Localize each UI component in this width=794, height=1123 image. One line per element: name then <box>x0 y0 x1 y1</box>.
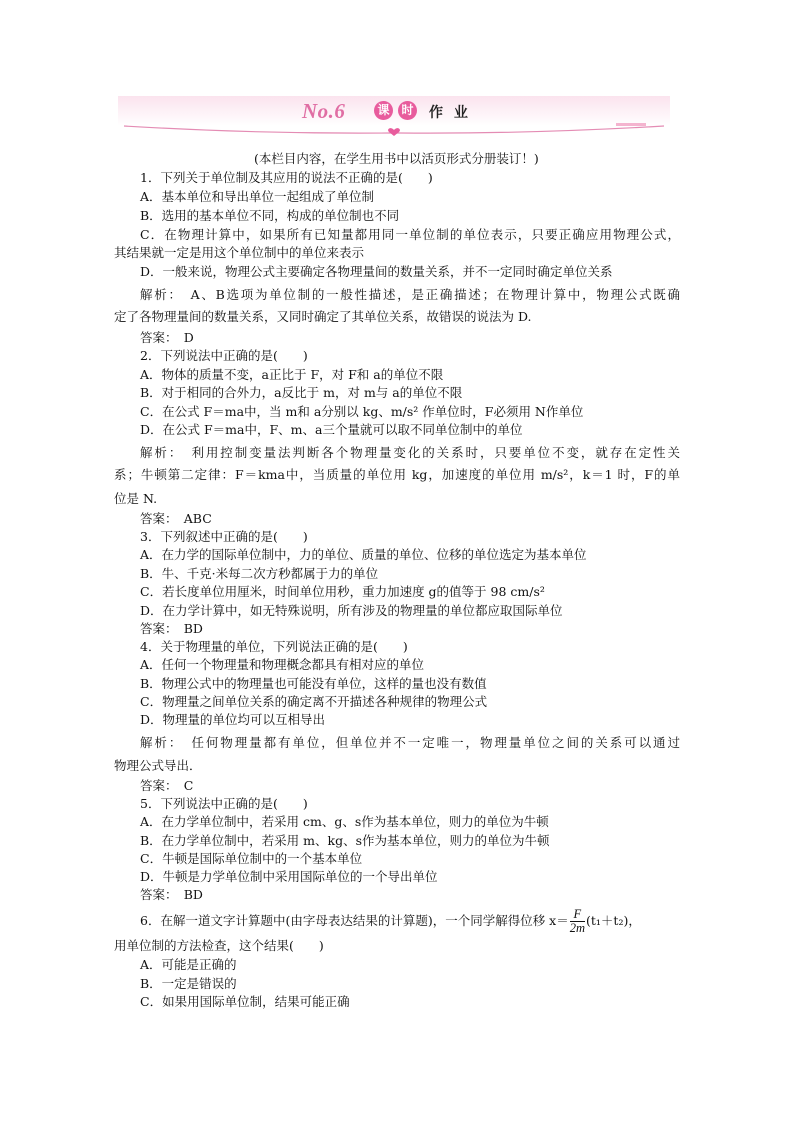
binding-note: (本栏目内容，在学生用书中以活页形式分册装订！) <box>254 151 539 166</box>
lesson-char-1: 课 <box>374 101 393 120</box>
banner-decoration <box>118 96 670 140</box>
q3-option-a: A．在力学的国际单位制中，力的单位、质量的单位、位移的单位选定为基本单位 <box>140 547 587 562</box>
q3-option-b: B．牛、千克·米每二次方秒都属于力的单位 <box>140 566 379 581</box>
q6-fraction-denominator: 2m <box>569 921 586 935</box>
q2-option-a: A．物体的质量不变，a正比于 F，对 F和 a的单位不限 <box>140 367 444 382</box>
q4-option-a: A．任何一个物理量和物理概念都具有相对应的单位 <box>140 657 425 672</box>
q2-option-b: B．对于相同的合外力，a反比于 m，对 m与 a的单位不限 <box>140 385 463 400</box>
q5-option-c: C．牛顿是国际单位制中的一个基本单位 <box>140 851 363 866</box>
q1-option-a: A．基本单位和导出单位一起组成了单位制 <box>140 189 375 204</box>
q4-explanation: 解析： 任何物理量都有单位，但单位并不一定唯一，物理量单位之间的关系可以通过 <box>140 735 680 750</box>
q3-option-c: C．若长度单位用厘米，时间单位用秒，重力加速度 g的值等于 98 cm/s² <box>140 584 545 599</box>
q4-option-b: B．物理公式中的物理量也可能没有单位，这样的量也没有数值 <box>140 676 487 691</box>
q3-option-d: D．在力学计算中，如无特殊说明，所有涉及的物理量的单位都应取国际单位 <box>140 603 563 618</box>
q6-option-c: C．如果用国际单位制，结果可能正确 <box>140 994 350 1009</box>
q6-stem-cont: 用单位制的方法检查，这个结果( ) <box>114 938 324 953</box>
q5-stem: 5．下列说法中正确的是( ) <box>140 796 308 811</box>
q6-stem-text: 6．在解一道文字计算题中(由字母表达结果的计算题)，一个同学解得位移 x＝ <box>140 913 569 928</box>
q4-option-d: D．物理量的单位均可以互相导出 <box>140 712 326 727</box>
q4-answer: 答案： C <box>140 778 194 793</box>
lesson-number: No.6 <box>302 99 346 123</box>
q1-option-c-cont: 其结果就一定是用这个单位制中的单位来表示 <box>114 245 365 260</box>
q2-answer: 答案： ABC <box>140 511 212 526</box>
lesson-char-2: 时 <box>398 101 417 120</box>
q6-fraction-numerator: F <box>570 908 585 922</box>
q2-explanation-end: 位是 N. <box>114 491 158 506</box>
q1-option-d: D．一般来说，物理公式主要确定各物理量间的数量关系，并不一定同时确定单位关系 <box>140 264 613 279</box>
q3-stem: 3．下列叙述中正确的是( ) <box>140 529 308 544</box>
q2-explanation: 解析： 利用控制变量法判断各个物理量变化的关系时，只要单位不变，就存在定性关 <box>140 445 680 460</box>
q4-option-c: C．物理量之间单位关系的确定离不开描述各种规律的物理公式 <box>140 694 488 709</box>
q6-option-b: B．一定是错误的 <box>140 976 237 991</box>
q3-answer: 答案： BD <box>140 621 203 636</box>
q2-explanation-cont: 系；牛顿第二定律：F＝kma中，当质量的单位用 kg，加速度的单位用 m/s²，k＝1 时，F的单 <box>114 467 680 482</box>
q6-option-a: A．可能是正确的 <box>140 957 237 972</box>
q5-option-d: D．牛顿是力学单位制中采用国际单位的一个导出单位 <box>140 869 438 884</box>
q1-option-c: C．在物理计算中，如果所有已知量都用同一单位制的单位表示，只要正确应用物理公式， <box>140 227 680 242</box>
q2-option-d: D．在公式 F＝ma中，F、m、a三个量就可以取不同单位制中的单位 <box>140 422 523 437</box>
q1-answer: 答案： D <box>140 330 194 345</box>
q6-stem-tail: (t₁＋t₂)， <box>586 913 641 928</box>
q1-explanation-cont: 定了各物理量间的数量关系，又同时确定了其单位关系，故错误的说法为 D. <box>114 309 532 324</box>
q4-stem: 4．关于物理量的单位，下列说法正确的是( ) <box>140 639 408 654</box>
q5-answer: 答案： BD <box>140 887 203 902</box>
q1-explanation: 解析： A、B选项为单位制的一般性描述，是正确描述；在物理计算中，物理公式既确 <box>140 287 680 302</box>
q1-stem: 1．下列关于单位制及其应用的说法不正确的是( ) <box>140 170 433 185</box>
homework-label: 作 业 <box>429 105 471 121</box>
q4-explanation-cont: 物理公式导出． <box>114 758 202 773</box>
q6-fraction <box>570 908 585 935</box>
q1-option-b: B．选用的基本单位不同，构成的单位制也不同 <box>140 208 400 223</box>
section-banner <box>118 96 670 140</box>
q5-option-a: A．在力学单位制中，若采用 cm、g、s作为基本单位，则力的单位为牛顿 <box>140 814 549 829</box>
q2-option-c: C．在公式 F＝ma中，当 m和 a分别以 kg、m/s² 作单位时，F必须用 N作单位 <box>140 404 584 419</box>
q2-stem: 2．下列说法中正确的是( ) <box>140 348 308 363</box>
q6-stem <box>140 908 641 935</box>
q5-option-b: B．在力学单位制中，若采用 m、kg、s作为基本单位，则力的单位为牛顿 <box>140 833 550 848</box>
